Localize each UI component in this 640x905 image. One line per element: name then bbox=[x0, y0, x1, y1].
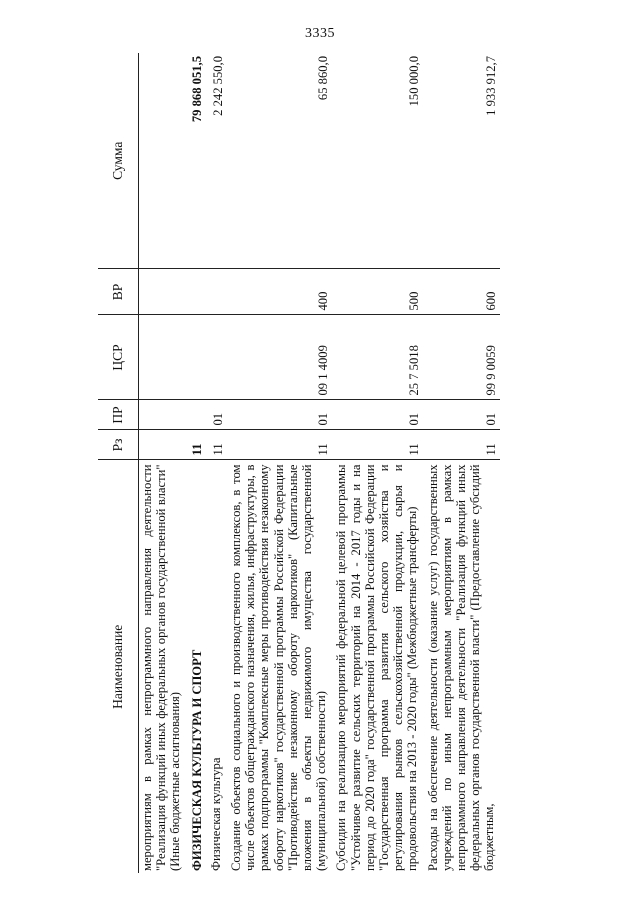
row-pr: 01 bbox=[208, 400, 226, 430]
row-sum: 150 000,0 bbox=[333, 53, 422, 269]
row-vr: 400 bbox=[228, 269, 331, 315]
header-pr: ПР bbox=[98, 400, 139, 430]
page-number: 3335 bbox=[305, 26, 335, 41]
row-rz: 11 bbox=[425, 430, 500, 460]
table-row-section bbox=[186, 53, 208, 873]
header-name: Наименование bbox=[98, 460, 139, 873]
table-row bbox=[208, 53, 226, 873]
row-vr bbox=[208, 269, 226, 315]
row-csr bbox=[208, 315, 226, 400]
row-pr: 01 bbox=[228, 400, 331, 430]
table-header-row bbox=[98, 53, 139, 873]
row-rz: 11 bbox=[333, 430, 422, 460]
row-pr: 01 bbox=[425, 400, 500, 430]
row-sum: 1 933 912,7 bbox=[425, 53, 500, 269]
budget-table bbox=[98, 53, 500, 873]
row-sum: 79 868 051,5 bbox=[186, 53, 208, 269]
row-vr: 500 bbox=[333, 269, 422, 315]
row-pr bbox=[186, 400, 208, 430]
row-name: Расходы на обеспечение деятельности (оказание услуг) государственных учреждений по иным непрограммным мероприятиям в рамках непрограммного направления деятельности "Реализация функций иных федеральных органов государственной власти" (Предоставление субсидий бюджетным, bbox=[425, 460, 500, 873]
header-rz: Рз bbox=[98, 430, 139, 460]
row-csr: 09 1 4009 bbox=[228, 315, 331, 400]
table-row bbox=[228, 53, 331, 873]
row-csr bbox=[186, 315, 208, 400]
header-csr: ЦСР bbox=[98, 315, 139, 400]
rotated-table-container bbox=[98, 53, 570, 873]
row-rz bbox=[139, 430, 186, 460]
row-csr bbox=[139, 315, 186, 400]
row-sum: 2 242 550,0 bbox=[208, 53, 226, 269]
table-row bbox=[139, 53, 186, 873]
row-name: Создание объектов социального и производственного комплексов, в том числе объектов общегражданского назначения, жилья, инфраструктуры, в рамках подпрограммы "Комплексные меры противодействия незаконному обороту наркотиков" государственной программы Российской Федерации "Противодействие незаконному обороту наркотиков" (Капитальные вложения в объекты недвижимого имущества государственной (муниципальной) собственности) bbox=[228, 460, 331, 873]
row-sum: 65 860,0 bbox=[228, 53, 331, 269]
header-sum: Сумма bbox=[98, 53, 139, 269]
row-rz: 11 bbox=[228, 430, 331, 460]
row-rz: 11 bbox=[208, 430, 226, 460]
row-rz: 11 bbox=[186, 430, 208, 460]
row-pr bbox=[139, 400, 186, 430]
row-name: Физическая культура bbox=[208, 460, 226, 873]
table-row bbox=[425, 53, 500, 873]
header-vr: ВР bbox=[98, 269, 139, 315]
row-sum bbox=[139, 53, 186, 269]
row-name: мероприятиям в рамках непрограммного направления деятельности "Реализация функций иных федеральных органов государственной власти" (Иные бюджетные ассигнования) bbox=[139, 460, 186, 873]
row-pr: 01 bbox=[333, 400, 422, 430]
row-csr: 25 7 5018 bbox=[333, 315, 422, 400]
table-row bbox=[333, 53, 422, 873]
row-vr bbox=[186, 269, 208, 315]
row-vr: 600 bbox=[425, 269, 500, 315]
row-name: Субсидии на реализацию мероприятий федеральной целевой программы "Устойчивое развитие сельских территорий на 2014 - 2017 годы и на период до 2020 года" государственной программы Российской Федерации "Государственная программа развития сельского хозяйства и регулирования рынков сельскохозяйственной продукции, сырья и продовольствия на 2013 - 2020 годы" (Межбюджетные трансферты) bbox=[333, 460, 422, 873]
row-name: ФИЗИЧЕСКАЯ КУЛЬТУРА И СПОРТ bbox=[186, 460, 208, 873]
row-vr bbox=[139, 269, 186, 315]
row-csr: 99 9 0059 bbox=[425, 315, 500, 400]
